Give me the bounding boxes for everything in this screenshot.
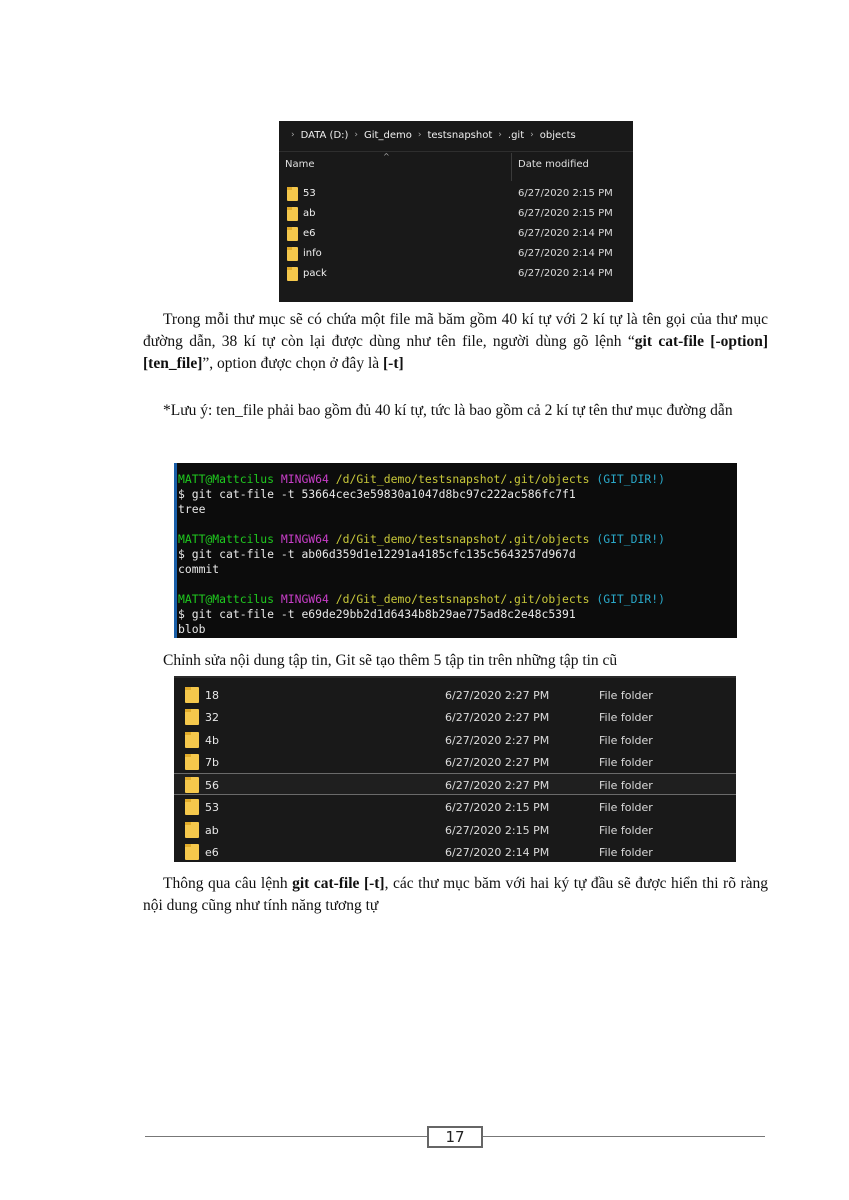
folder-row-selected[interactable]	[174, 773, 736, 795]
paragraph-edit-note	[143, 650, 768, 672]
page-number: 17	[427, 1126, 483, 1148]
folder-date: 6/27/2020 2:14 PM	[518, 228, 613, 239]
prompt-line: MATT@Mattcilus MINGW64 /d/Git_demo/testsnapshot/.git/objects (GIT_DIR!)	[178, 472, 665, 486]
folder-row[interactable]	[174, 684, 736, 706]
para1-text1: Trong mỗi thư mục sẽ có chứa một file mã băm gồm 40 kí tự với 2 kí tự là tên gọi của thư mục đường dẫn, 38 kí tự còn lại được dùng như tên file, người dùng gõ lệnh “	[143, 311, 768, 350]
folder-row[interactable]	[279, 204, 633, 224]
chevron-right-icon: ›	[530, 130, 534, 140]
folder-date: 6/27/2020 2:15 PM	[445, 801, 550, 814]
folder-name: pack	[303, 268, 327, 279]
breadcrumb-item[interactable]: .git	[507, 129, 525, 141]
chevron-right-icon: ›	[354, 130, 359, 140]
para3-text: Chỉnh sửa nội dung tập tin, Git sẽ tạo thêm 5 tập tin trên những tập tin cũ	[163, 652, 618, 669]
terminal-block	[178, 592, 737, 637]
para4-text2: , các thư mục băm với hai ký tự đầu sẽ được hiển thi rõ ràng nội dung cũng như tính năng tương tự	[143, 875, 768, 914]
terminal-screenshot	[174, 463, 737, 638]
folder-name: 53	[205, 801, 219, 814]
folder-icon	[185, 777, 199, 793]
command-line: $ git cat-file -t e69de29bb2d1d6434b8b29ae775ad8c2e48c5391	[178, 607, 576, 621]
folder-name: 7b	[205, 756, 219, 769]
folder-type: File folder	[599, 711, 653, 724]
folder-name: info	[303, 248, 322, 259]
folder-row[interactable]	[279, 184, 633, 204]
para4-bold-command: git cat-file [-t]	[292, 875, 385, 892]
breadcrumb	[285, 127, 576, 143]
chevron-right-icon: ›	[291, 130, 295, 140]
folder-type: File folder	[599, 689, 653, 702]
para1-bold-command: git cat-file [-option] [ten_file]	[143, 333, 768, 372]
folder-row[interactable]	[279, 264, 633, 284]
folder-date: 6/27/2020 2:27 PM	[445, 734, 550, 747]
folder-icon	[185, 754, 199, 770]
command-line: $ git cat-file -t ab06d359d1e12291a4185cfc135c5643257d967d	[178, 547, 576, 561]
folder-name: e6	[303, 228, 316, 239]
folder-type: File folder	[599, 734, 653, 747]
folder-row[interactable]	[174, 751, 736, 773]
folder-date: 6/27/2020 2:15 PM	[518, 188, 613, 199]
folder-date: 6/27/2020 2:15 PM	[445, 824, 550, 837]
terminal-block	[178, 532, 737, 577]
folder-icon	[185, 732, 199, 748]
folder-name: 4b	[205, 734, 219, 747]
folder-type: File folder	[599, 801, 653, 814]
para1-text2: ”, option được chọn ở đây là	[202, 355, 384, 372]
output-line: blob	[178, 622, 206, 636]
folder-icon	[185, 687, 199, 703]
folder-row[interactable]	[174, 819, 736, 841]
folder-date: 6/27/2020 2:14 PM	[518, 248, 613, 259]
prompt-line: MATT@Mattcilus MINGW64 /d/Git_demo/testsnapshot/.git/objects (GIT_DIR!)	[178, 532, 665, 546]
explorer-screenshot-objects	[279, 121, 633, 302]
folder-icon	[185, 844, 199, 860]
folder-icon	[287, 267, 298, 281]
chevron-right-icon: ›	[498, 130, 502, 140]
folder-icon	[185, 709, 199, 725]
output-line: tree	[178, 502, 206, 516]
folder-icon	[287, 227, 298, 241]
terminal-block	[178, 472, 737, 517]
column-header-name[interactable]: Name	[285, 159, 315, 170]
folder-row[interactable]	[174, 841, 736, 862]
folder-name: 32	[205, 711, 219, 724]
column-separator[interactable]	[511, 153, 512, 181]
folder-date: 6/27/2020 2:14 PM	[445, 846, 550, 859]
folder-icon	[287, 187, 298, 201]
folder-date: 6/27/2020 2:27 PM	[445, 779, 550, 792]
folder-row[interactable]	[279, 244, 633, 264]
folder-date: 6/27/2020 2:14 PM	[518, 268, 613, 279]
paragraph-note	[143, 400, 768, 422]
folder-date: 6/27/2020 2:27 PM	[445, 711, 550, 724]
folder-icon	[287, 247, 298, 261]
breadcrumb-item[interactable]: Git_demo	[364, 129, 412, 141]
paragraph-hash-explanation	[143, 309, 768, 375]
folder-icon	[287, 207, 298, 221]
para2-text: *Lưu ý: ten_file phải bao gồm đủ 40 kí tự, tức là bao gồm cả 2 kí tự tên thư mục đường dẫn	[163, 402, 733, 419]
folder-name: 53	[303, 188, 316, 199]
folder-row[interactable]	[174, 706, 736, 728]
footer-rule-left	[145, 1136, 427, 1137]
folder-type: File folder	[599, 824, 653, 837]
folder-date: 6/27/2020 2:15 PM	[518, 208, 613, 219]
folder-type: File folder	[599, 756, 653, 769]
command-line: $ git cat-file -t 53664cec3e59830a1047d8bc97c222ac586fc7f1	[178, 487, 576, 501]
explorer-screenshot-new-objects	[174, 676, 736, 862]
footer-rule-right	[483, 1136, 765, 1137]
breadcrumb-item[interactable]: testsnapshot	[427, 129, 493, 141]
folder-icon	[185, 822, 199, 838]
folder-name: 18	[205, 689, 219, 702]
column-header-date[interactable]: Date modified	[518, 159, 589, 170]
folder-name: ab	[303, 208, 316, 219]
divider	[174, 676, 736, 678]
breadcrumb-item[interactable]: objects	[539, 129, 576, 141]
folder-row[interactable]	[279, 224, 633, 244]
para1-bold-option: [-t]	[383, 355, 404, 372]
breadcrumb-item[interactable]: DATA (D:)	[300, 129, 349, 141]
output-line: commit	[178, 562, 220, 576]
para4-text1: Thông qua câu lệnh	[163, 875, 293, 892]
folder-icon	[185, 799, 199, 815]
folder-name: ab	[205, 824, 219, 837]
chevron-right-icon: ›	[417, 130, 422, 140]
folder-type: File folder	[599, 846, 653, 859]
folder-name: 56	[205, 779, 219, 792]
folder-date: 6/27/2020 2:27 PM	[445, 689, 550, 702]
folder-row[interactable]	[174, 729, 736, 751]
folder-name: e6	[205, 846, 219, 859]
prompt-line: MATT@Mattcilus MINGW64 /d/Git_demo/testsnapshot/.git/objects (GIT_DIR!)	[178, 592, 665, 606]
paragraph-conclusion	[143, 873, 768, 917]
folder-row[interactable]	[174, 796, 736, 818]
sort-caret-icon: ^	[383, 152, 390, 161]
divider	[279, 151, 633, 152]
folder-type: File folder	[599, 779, 653, 792]
folder-date: 6/27/2020 2:27 PM	[445, 756, 550, 769]
